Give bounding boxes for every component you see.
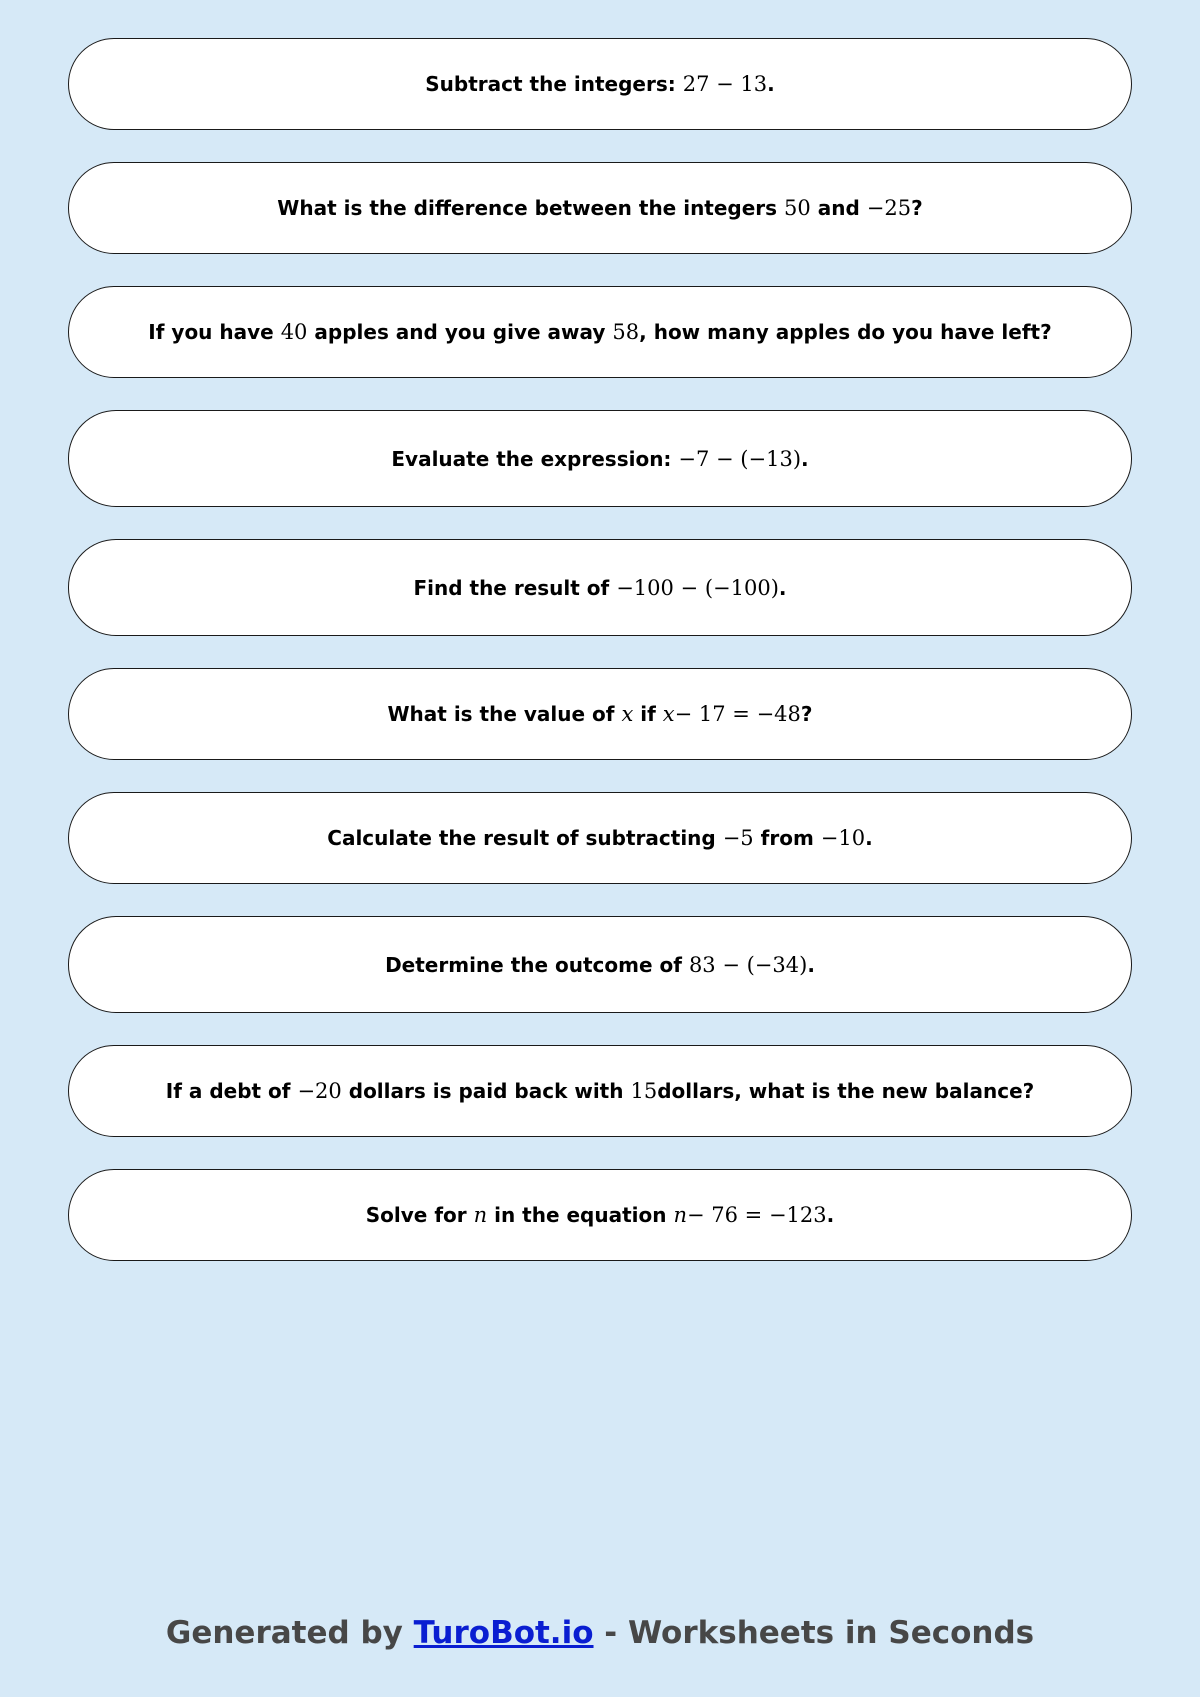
question-10 (68, 1169, 1132, 1261)
footer-suffix: - Worksheets in Seconds (593, 1615, 1035, 1651)
turobot-link[interactable]: TuroBot.io (413, 1615, 594, 1651)
question-2 (68, 162, 1132, 254)
question-6-text: What is the value of (387, 702, 615, 726)
question-9 (68, 1045, 1132, 1137)
question-9-math-a: −20 (297, 1079, 342, 1103)
question-6 (68, 668, 1132, 760)
question-3-end: , how many apples do you have left? (639, 320, 1052, 344)
question-6-math: − 17 = −48 (674, 702, 801, 726)
question-10-end: . (826, 1203, 835, 1227)
question-2-math-b: −25 (866, 196, 912, 220)
question-4-end: . (801, 446, 809, 471)
question-2-math-a: 50 (784, 196, 811, 220)
question-6-end: ? (800, 702, 813, 726)
footer (0, 1615, 1200, 1651)
question-10-mid: in the equation (494, 1203, 667, 1227)
question-9-mid: dollars is paid back with (348, 1079, 624, 1103)
question-3-text: If you have (148, 320, 274, 344)
question-6-var-b: x (662, 702, 675, 726)
question-5-end: . (778, 575, 787, 600)
question-8-math: 83 − (−34) (688, 952, 808, 977)
question-6-if: if (640, 702, 656, 726)
question-4 (68, 410, 1132, 507)
question-4-text: Evaluate the expression: (391, 446, 672, 471)
question-7-from: from (760, 826, 814, 850)
question-3-math-b: 58 (612, 320, 640, 344)
question-5-text: Find the result of (413, 575, 610, 600)
question-8-text: Determine the outcome of (385, 952, 682, 977)
question-2-and: and (817, 196, 860, 220)
question-list (68, 38, 1132, 1261)
question-1 (68, 38, 1132, 130)
question-10-text: Solve for (365, 1203, 467, 1227)
question-1-text: Subtract the integers: (425, 72, 676, 96)
question-2-end: ? (911, 196, 923, 220)
question-10-math: − 76 = −123 (687, 1203, 827, 1227)
question-10-var-a: n (473, 1203, 488, 1227)
question-5-math: −100 − (−100) (616, 575, 779, 600)
question-1-math: 27 − 13 (682, 72, 768, 96)
question-8-end: . (807, 952, 815, 977)
footer-prefix: Generated by (165, 1615, 414, 1651)
question-7-text: Calculate the result of subtracting (327, 826, 716, 850)
question-7-math-a: −5 (722, 826, 754, 850)
question-9-end: dollars, what is the new balance? (657, 1079, 1035, 1103)
question-9-text: If a debt of (165, 1079, 291, 1103)
question-2-text: What is the difference between the integers (277, 196, 778, 220)
question-5 (68, 539, 1132, 636)
question-7-math-b: −10 (820, 826, 866, 850)
question-3-math-a: 40 (280, 320, 308, 344)
question-7-end: . (865, 826, 873, 850)
question-7 (68, 792, 1132, 884)
question-8 (68, 916, 1132, 1013)
question-10-var-b: n (673, 1203, 687, 1227)
question-4-math: −7 − (−13) (678, 446, 802, 471)
question-9-math-b: 15 (630, 1079, 658, 1103)
question-3-mid: apples and you give away (314, 320, 606, 344)
question-3 (68, 286, 1132, 378)
question-6-var-a: x (621, 702, 634, 726)
question-1-end: . (767, 72, 775, 96)
